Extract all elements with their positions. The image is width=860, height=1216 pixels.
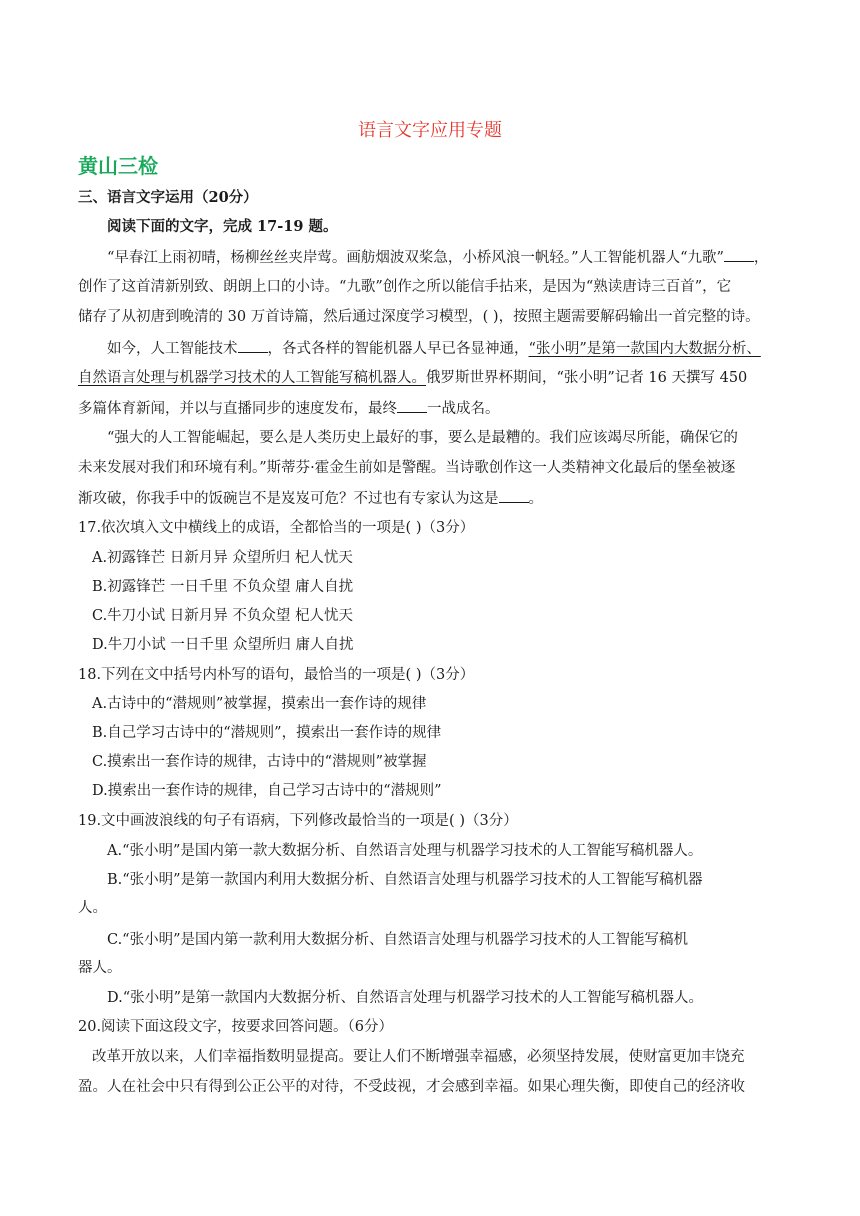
question-18-stem: 18.下列在文中括号内朴写的语句，最恰当的一项是( )（3分） — [78, 667, 475, 683]
wavy-underlined-sentence: 自然语言处理与机器学习技术的人工智能写稿机器人。 — [78, 370, 426, 386]
document-title: 语言文字应用专题 — [358, 120, 502, 141]
question-18-option: B.自己学习古诗中的“潜规则”，摸索出一套作诗的规律 — [92, 725, 442, 741]
passage-line: 创作了这首清新别致、朗朗上口的小诗。“九歌”创作之所以能信手拈来，是因为“熟读唐诗三百首”，它 — [78, 279, 732, 295]
passage-text: 多篇体育新闻，并以与直播同步的速度发布，最终 — [78, 401, 397, 417]
passage-line — [107, 247, 768, 268]
reading-instruction: 阅读下面的文字，完成 17-19 题。 — [107, 218, 338, 235]
wavy-underlined-sentence: “张小明”是第一款国内大数据分析、 — [528, 341, 761, 357]
region-heading: 黄山三检 — [78, 154, 158, 178]
fill-blank — [397, 398, 427, 413]
fill-blank — [238, 338, 268, 353]
passage-line: 储存了从初唐到晚清的 30 万首诗篇，然后通过深度学习模型，( )，按照主题需要解码输出一首完整的诗。 — [78, 309, 760, 325]
question-18-option: D.摸索出一套作诗的规律，自己学习古诗中的“潜规则” — [92, 783, 442, 799]
question-17-stem: 17.依次填入文中横线上的成语，全都恰当的一项是( )（3分） — [78, 520, 475, 536]
fill-blank — [499, 488, 529, 503]
question-20-text: 改革开放以来，人们幸福指数明显提高。要让人们不断增强幸福感，必须坚持发展，使财富更加丰饶充 — [92, 1049, 745, 1065]
question-19-option-c: C.“张小明”是国内第一款利用大数据分析、自然语言处理与机器学习技术的人工智能写稿机 — [107, 932, 689, 948]
passage-line — [78, 488, 543, 509]
passage-line — [107, 338, 761, 359]
passage-line: “强大的人工智能崛起，要么是人类历史上最好的事，要么是最糟的。我们应该竭尽所能，确保它的 — [107, 430, 738, 446]
question-19-option-a: A.“张小明”是国内第一款大数据分析、自然语言处理与机器学习技术的人工智能写稿机器人。 — [107, 843, 703, 859]
passage-text: 如今，人工智能技术 — [107, 341, 238, 357]
question-19-option-b: B.“张小明”是第一款国内利用大数据分析、自然语言处理与机器学习技术的人工智能写稿机器 — [107, 872, 703, 888]
passage-text: ，各式各样的智能机器人早已各显神通， — [267, 341, 529, 357]
passage-text: 俄罗斯世界杯期间，“张小明”记者 16 天撰写 450 — [426, 370, 748, 386]
passage-line — [78, 368, 747, 388]
passage-text: 一战成名。 — [427, 401, 500, 417]
passage-text: ， — [753, 250, 769, 266]
question-18-option: C.摸索出一套作诗的规律，古诗中的“潜规则”被掌握 — [92, 754, 427, 770]
question-17-option: C.牛刀小试 日新月异 不负众望 杞人忧天 — [92, 608, 354, 624]
passage-line — [78, 398, 500, 419]
question-17-option: D.牛刀小试 一日千里 众望所归 庸人自扰 — [92, 637, 354, 653]
question-18-option: A.古诗中的“潜规则”被掌握，摸索出一套作诗的规律 — [92, 696, 427, 712]
passage-text: 渐攻破，你我手中的饭碗岂不是岌岌可危？不过也有专家认为这是 — [78, 491, 499, 507]
passage-text: 。 — [528, 491, 543, 507]
question-17-option: B.初露锋芒 一日千里 不负众望 庸人自扰 — [92, 579, 354, 595]
question-19-option-d: D.“张小明”是第一款国内大数据分析、自然语言处理与机器学习技术的人工智能写稿机器人。 — [107, 990, 704, 1006]
passage-line: 未来发展对我们和环境有利。”斯蒂芬·霍金生前如是警醒。当诗歌创作这一人类精神文化最后的堡垒被逐 — [78, 460, 736, 476]
passage-text: “早春江上雨初晴，杨柳丝丝夹岸莺。画舫烟波双桨急，小桥风浪一帆轻。”人工智能机器人“九歌” — [107, 250, 724, 266]
question-19-option-c-cont: 器人。 — [78, 960, 122, 976]
question-19-option-b-cont: 人。 — [78, 900, 107, 916]
section-heading: 三、语言文字运用（20分） — [78, 189, 258, 206]
question-20-stem: 20.阅读下面这段文字，按要求回答问题。（6分） — [78, 1019, 394, 1035]
question-17-option: A.初露锋芒 日新月异 众望所归 杞人忧天 — [92, 550, 353, 566]
fill-blank — [724, 247, 754, 262]
question-20-text: 盈。人在社会中只有得到公正公平的对待，不受歧视，才会感到幸福。如果心理失衡，即使自己的经济收 — [78, 1079, 745, 1095]
question-19-stem: 19.文中画波浪线的句子有语病，下列修改最恰当的一项是( )（3分） — [78, 813, 518, 829]
